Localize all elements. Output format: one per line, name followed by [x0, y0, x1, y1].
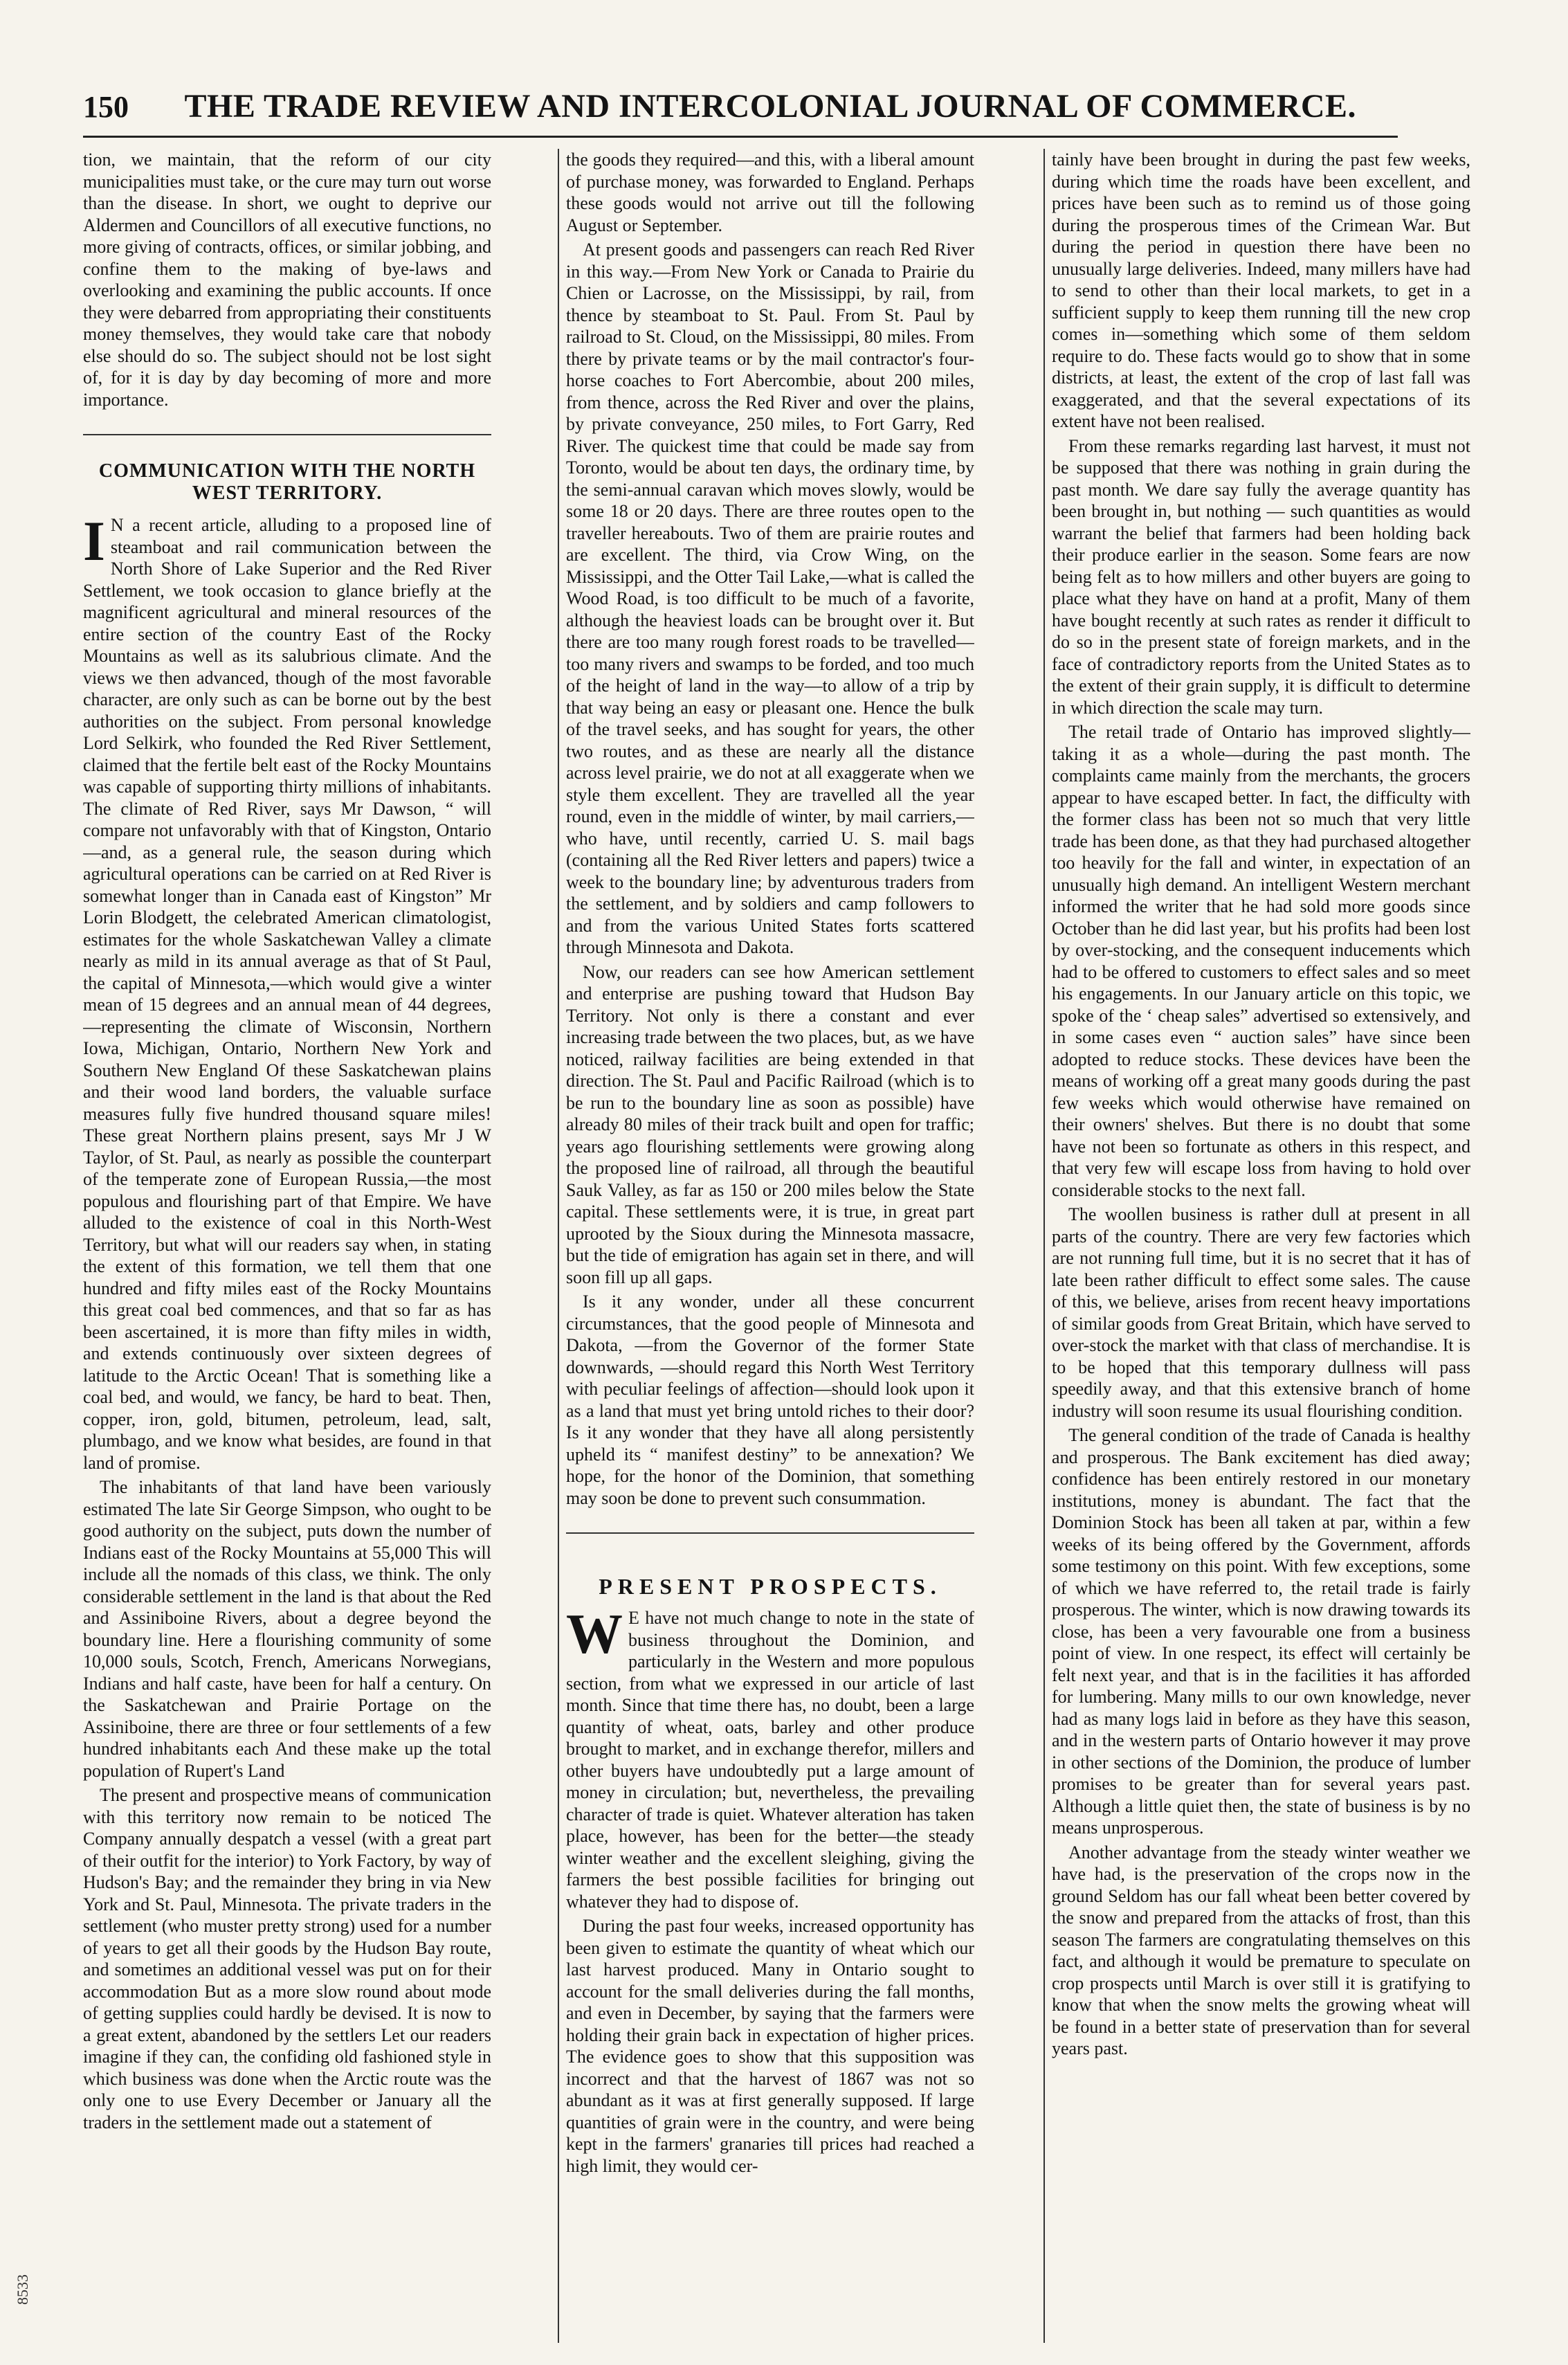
article-paragraph: tainly have been brought in during the past few weeks, during which time the roads have been excellent, and prices have been such as to remind us of those going during the prosperous times of the Crimean War. But during the period in question there have been no unusually large deliveries. Indeed, many millers have had to send to other than their local markets, to get in a sufficient supply to keep them running till the new crop comes in—something which some of them seldom require to do. These facts would go to show that in some districts, at least, the extent of the crop of last fall was exaggerated, and that the several expectations of its extent have not been realised. — [1052, 149, 1470, 431]
article-paragraph: Another advantage from the steady winter weather we have had, is the preservation of the crops now in the ground Seldom has our fall wheat been better covered by the snow and prepared from the attacks of frost, than this season The farmers are congratulating themselves on this fact, and although it would be premature to speculate on crop prospects until March is over still it is gratifying to know that when the snow melts the growing wheat will be found in a better state of preservation than for several years past. — [1052, 1842, 1470, 2058]
article-title: COMMUNICATION WITH THE NORTH WEST TERRITORY. — [98, 460, 476, 504]
column-2 — [566, 149, 974, 2343]
article-title: PRESENT PROSPECTS. — [599, 1574, 942, 1599]
column-1 — [83, 149, 491, 2343]
journal-title: THE TRADE REVIEW AND INTERCOLONIAL JOURNAL OF COMMERCE. — [184, 88, 1356, 125]
article-paragraph: the goods they required—and this, with a liberal amount of purchase money, was forwarded to England. Perhaps these goods would not arrive out till the following August or September. — [566, 149, 974, 235]
article-paragraph: The woollen business is rather dull at present in all parts of the country. There are very few factories which are not running full time, but it is no secret that it has of late been rather difficult to effect some sales. The cause of this, we believe, arises from recent heavy importations of similar goods from Great Britain, which have served to over-stock the market with that class of merchandise. It is to be hoped that this temporary dullness will pass speedily away, and that this extensive branch of home industry will soon resume its usual flourishing condition. — [1052, 1204, 1470, 1421]
page-header — [83, 87, 1398, 138]
article-paragraph: During the past four weeks, increased opportunity has been given to estimate the quantity of wheat which our last harvest produced. Many in Ontario sought to account for the small deliveries during the fall months, and even in December, by saying that the farmers were holding their grain back in expectation of higher prices. The evidence goes to show that this supposition was incorrect and that the harvest of 1867 was not so abundant as it was at first generally supposed. If large quantities of grain were in the country, and were being kept in the farmers' granaries till prices had reached a high limit, they would cer- — [566, 1916, 974, 2176]
article-separator — [566, 1532, 974, 1534]
margin-mark: 8533 — [14, 2274, 31, 2305]
article-paragraph: From these remarks regarding last harvest, it must not be supposed that there was nothing in grain during the past month. We dare say fully the average quantity has been brought in, but nothing — such quantities as would warrant the belief that farmers had been holding back their produce earlier in the season. Some fears are now being felt as to how millers and other buyers are going to place what they have on hand at a profit, Many of them have bought recently at such rates as render it difficult to do so in the present state of foreign markets, and in the face of contradictory reports from the United States as to the extent of their grain supply, it is difficult to determine in which direction the scale may turn. — [1052, 435, 1470, 718]
article-paragraph: Is it any wonder, under all these concurrent circumstances, that the good people of Minnesota and Dakota, —from the Governor of the former State downwards, —should regard this North West Territory with peculiar feelings of affection—should look upon it as a land that must yet bring untold riches to their door? Is it any wonder that they have all along persistently upheld its “ manifest destiny” to be annexation? We hope, for the honor of the Dominion, that something may soon be done to prevent such consummation. — [566, 1292, 974, 1508]
article-paragraph: The general condition of the trade of Canada is healthy and prosperous. The Bank excitement has died away; confidence has been entirely restored in our monetary institutions, money is abundant. The fact that the Dominion Stock has been all taken at par, within a few weeks of its being offered by the Government, affords some testimony on this point. With few exceptions, some of which we have referred to, the retail trade is fairly prosperous. The winter, which is now drawing towards its close, has been a very favourable one from a business point of view. In one respect, its effect will certainly be felt next year, and that is in the facilities it has afforded for lumbering. Many mills to our own knowledge, never had as many logs laid in before as they have this season, and in the western parts of Ontario however it may prove in other sections of the Dominion, the produce of lumber promises to be greater than for several years past. Although a little quiet then, the state of business is by no means unprosperous. — [1052, 1425, 1470, 1838]
column-3 — [1052, 149, 1470, 2343]
drop-cap: I — [83, 509, 105, 572]
article-paragraph: The retail trade of Ontario has improved slightly—taking it as a whole—during the past month. The complaints came mainly from the merchants, the grocers appear to have escaped better. In fact, the difficulty with the former class has been not so much that very little trade has been done, as that they had purchased altogether too heavily for the fall and winter, in expectation of an unusually high demand. An intelligent Western merchant informed the writer that he had sold more goods since October than he did last year, but his profits had been lost by over-stocking, and the consequent inducements which had to be offered to customers to effect sales and so meet his engagements. In our January article on this topic, we spoke of the ‘ cheap sales” advertised so extensively, and in some cases even “ auction sales” have since been adopted to reduce stocks. These devices have been the means of working off a great many goods during the past few weeks which would otherwise have remained on their owners' shelves. But there is no doubt that some have not been so fortunate as others in this respect, and that very few will escape loss from having to hold over considerable stocks to the next fall. — [1052, 722, 1470, 1200]
column-divider — [558, 149, 559, 2343]
article-paragraph: W E have not much change to note in the state of business throughout the Dominion, and particularly in the Western and more populous section, from what we expressed in our article of last month. Since that time there has, no doubt, been a large quantity of wheat, oats, barley and other produce brought to market, and in exchange therefor, millers and other buyers have undoubtedly put a large amount of money in circulation; but, nevertheless, the prevailing character of trade is quiet. Whatever alteration has taken place, however, has been for the better—the steady winter weather and the excellent sleighing, giving the farmers the best possible facilities for bringing out whatever they had to dispose of. — [566, 1602, 974, 1912]
column-divider — [1043, 149, 1045, 2343]
article-paragraph: The present and prospective means of communication with this territory now remain to be noticed The Company annually despatch a vessel (with a great part of their outfit for the interior) to York Factory, by way of Hudson's Bay; and the remainder they bring in via New York and St. Paul, Minnesota. The private traders in the settlement (who muster pretty strong) used for a number of years to get all their goods by the Hudson Bay route, and sometimes an additional vessel was put on for their accommodation But as a more slow round about mode of getting supplies could hardly be devised. It is now to a great extent, abandoned by the settlers Let our readers imagine if they can, the confiding old fashioned style in which business was done when the Arctic route was the only one to use Every December or January all the traders in the settlement made out a statement of — [83, 1785, 491, 2132]
drop-cap: W — [566, 1602, 623, 1665]
article-paragraph: I N a recent article, alluding to a proposed line of steamboat and rail communication between the North Shore of Lake Superior and the Red River Settlement, we took occasion to glance briefly at the magnificent agricultural and mineral resources of the entire section of the country East of the Rocky Mountains as well as its salubrious climate. And the views we then advanced, though of the most favorable character, are only such as can be borne out by the best authorities on the subject. From personal knowledge Lord Selkirk, who founded the Red River Settlement, claimed that the fertile belt east of the Rocky Mountains was capable of supporting thirty millions of inhabitants. The climate of Red River, says Mr Dawson, “ will compare not unfavorably with that of Kingston, Ontario—and, as a general rule, the season during which agricultural operations can be carried on at Red River is somewhat longer than in Canada east of Kingston” Mr Lorin Blodgett, the celebrated American climatologist, estimates for the whole Saskatchewan Valley a climate nearly as mild in its annual average as that of St Paul, the capital of Minnesota,—which would give a winter mean of 15 degrees and an annual mean of 44 degrees,—representing the climate of Wisconsin, Northern Iowa, Michigan, Ontario, Northern New York and Southern New England Of these Saskatchewan plains and their wood land borders, the valuable surface measures fully five hundred thousand square miles! These great Northern plains present, says Mr J W Taylor, of St. Paul, as nearly as possible the counterpart of the temperate zone of European Russia,—the most populous and flourishing part of that Empire. We have alluded to the existence of coal in this North-West Territory, but what will our readers say when, in stating the extent of this formation, we tell them that one hundred and fifty miles east of the Rocky Mountains this great coal bed commences, and that so far as has been ascertained, it is more than fifty miles in width, and extends continuously over sixteen degrees of latitude to the Arctic Ocean! That is something like a coal bed, and would, we fancy, be hard to beat. Then, copper, iron, gold, bitumen, petroleum, lead, salt, plumbago, and we know what besides, are found in that land of promise. — [83, 509, 491, 1473]
article-paragraph: At present goods and passengers can reach Red River in this way.—From New York or Canada to Prairie du Chien or Lacrosse, on the Mississippi, by rail, from thence by steamboat to St. Paul. From St. Paul by railroad to St. Cloud, on the Mississippi, 80 miles. From there by private teams or by the mail contractor's four-horse coaches to Fort Abercombie, about 200 miles, from thence, across the Red River and over the plains, by private conveyance, 250 miles, to Fort Garry, Red River. The quickest time that could be made say from Toronto, would be about ten days, the ordinary time, by the semi-annual caravan which moves slowly, would be some 18 or 20 days. There are three routes open to the traveller hereabouts. Two of them are prairie routes and are excellent. The third, via Crow Wing, on the Mississippi, and the Otter Tail Lake,—what is called the Wood Road, is too difficult to be much of a favorite, although the heaviest loads can be brought over it. But there are too many rough forest roads to be travelled—too many rivers and swamps to be forded, and too much of the height of land in the way—to allow of a trip by that way being an easy or pleasant one. Hence the bulk of the travel seeks, and has sought for years, the other two routes, and as these are nearly all the distance across level prairie, we do not at all exaggerate when we style them excellent. They are travelled all the year round, even in the middle of winter, by mail carriers,—who have, until recently, carried U. S. mail bags (containing all the Red River letters and papers) twice a week to the boundary line; by adventurous traders from the settlement, and by soldiers and camp followers to and from the various United States forts scattered through Minnesota and Dakota. — [566, 239, 974, 957]
article-paragraph: The inhabitants of that land have been variously estimated The late Sir George Simpson, who ought to be good authority on the subject, puts down the number of Indians east of the Rocky Mountains at 55,000 This will include all the nomads of this class, we think. The only considerable settlement in the land is that about the Red and Assiniboine Rivers, about a degree beyond the boundary line. Here a flourishing community of some 10,000 souls, Scotch, French, Americans Norwegians, Indians and half caste, have been for half a century. On the Saskatchewan and Prairie Portage on the Assiniboine, there are three or four settlements of a few hundred inhabitants each And these make up the total population of Rupert's Land — [83, 1477, 491, 1781]
article-separator — [83, 434, 491, 435]
article-paragraph: tion, we maintain, that the reform of our city municipalities must take, or the cure may turn out worse than the disease. In short, we ought to deprive our Aldermen and Councillors of all executive functions, no more giving of contracts, offices, or similar jobbing, and confine them to the making of bye-laws and overlooking and examining the public accounts. If once they were debarred from appropriating their constituents money themselves, they would take care that nobody else should do so. The subject should not be lost sight of, for it is day by day becoming of more and more importance. — [83, 149, 491, 410]
article-paragraph: Now, our readers can see how American settlement and enterprise are pushing toward that Hudson Bay Territory. Not only is there a constant and ever increasing trade between the two places, but, as we have noticed, railway facilities are being extended in that direction. The St. Paul and Pacific Railroad (which is to be run to the boundary line as soon as possible) have already 80 miles of their track built and open for traffic; years ago flourishing settlements were growing along the proposed line of railroad, all through the beautiful Sauk Valley, as far as 150 or 200 miles below the State capital. These settlements were, it is true, in great part uprooted by the Sioux during the Minnesota massacre, but the tide of emigration has again set in there, and will soon fill up all gaps. — [566, 961, 974, 1287]
page-number: 150 — [83, 90, 129, 124]
